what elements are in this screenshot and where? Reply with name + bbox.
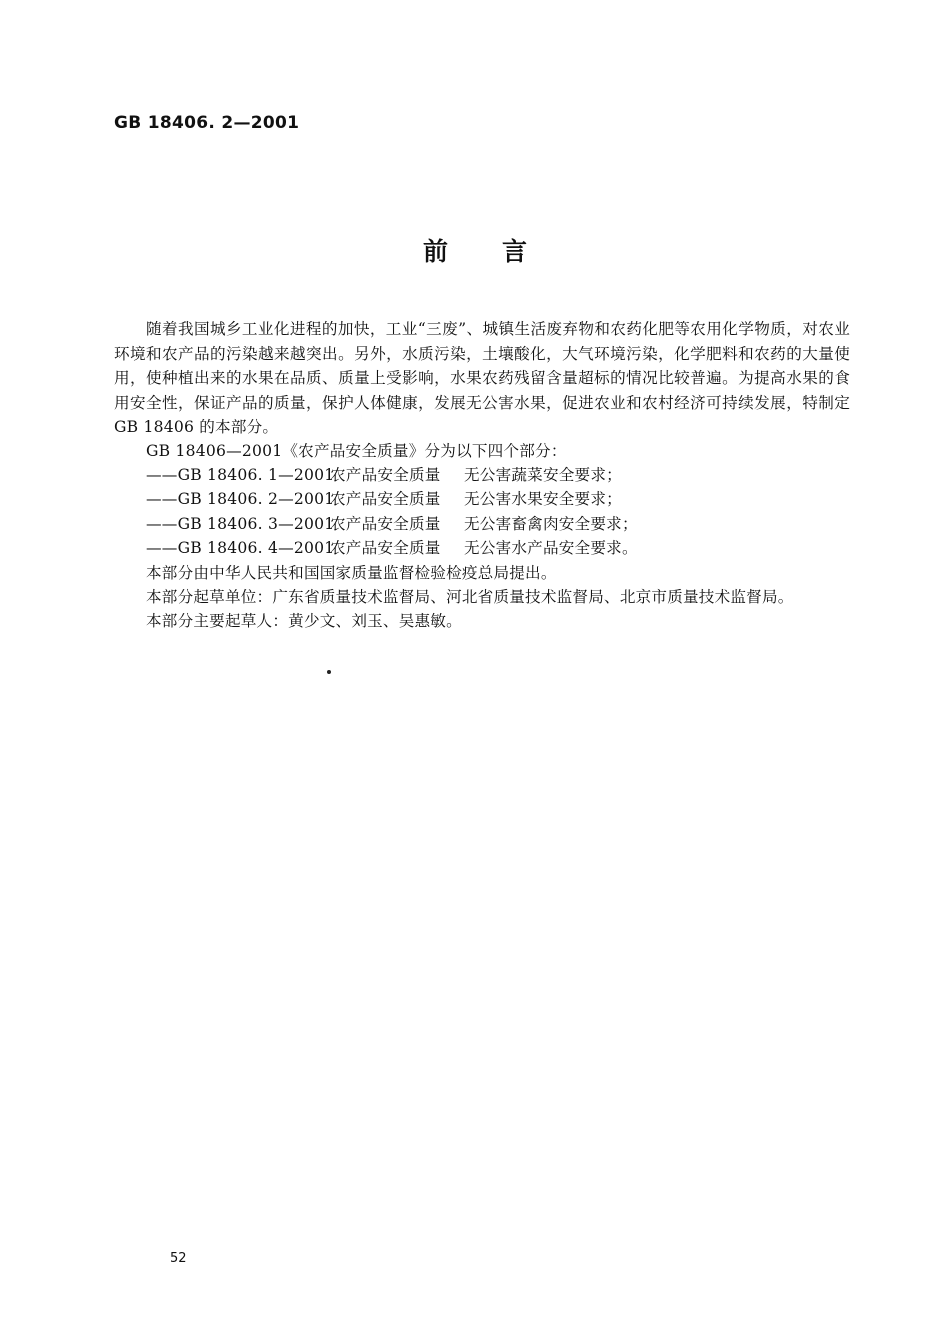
- page-title: [0, 232, 950, 268]
- drafters-line: 本部分主要起草人：黄少文、刘玉、吴惠敏。: [146, 612, 462, 630]
- part-line-4: [146, 536, 638, 558]
- parts-intro: GB 18406—2001《农产品安全质量》分为以下四个部分：: [146, 442, 567, 460]
- part-name: 农产品安全质量: [330, 490, 441, 508]
- part-code: ——GB 18406. 4—2001: [146, 539, 335, 557]
- part-subject: 无公害畜禽肉安全要求；: [464, 515, 638, 533]
- drafting-units-line: 本部分起草单位：广东省质量技术监督局、河北省质量技术监督局、北京市质量技术监督局。: [146, 588, 794, 606]
- part-line-3: [146, 512, 638, 534]
- part-name: 农产品安全质量: [330, 539, 441, 557]
- foreword-paragraph: 随着我国城乡工业化进程的加快，工业“三废”、城镇生活废弃物和农药化肥等农用化学物质，对农业环境和农产品的污染越来越突出。另外，水质污染，土壤酸化，大气环境污染，化学肥料和农药的大量使用，使种植出来的水果在品质、质量上受影响，水果农药残留含量超标的情况比较普遍。为提高水果的食用安全性，保证产品的质量，保护人体健康，发展无公害水果，促进农业和农村经济可持续发展，特制定 GB 18406 的本部分。: [114, 320, 850, 436]
- part-name: 农产品安全质量: [330, 515, 441, 533]
- page-number: 52: [170, 1251, 187, 1266]
- proposed-by-line: 本部分由中华人民共和国国家质量监督检验检疫总局提出。: [146, 564, 557, 582]
- part-code: ——GB 18406. 3—2001: [146, 515, 335, 533]
- part-subject: 无公害水果安全要求；: [464, 490, 622, 508]
- part-line-1: [146, 463, 622, 485]
- title-char-1: 前: [422, 237, 448, 266]
- part-name: 农产品安全质量: [330, 466, 441, 484]
- part-line-2: [146, 487, 622, 509]
- document-code: GB 18406. 2—2001: [114, 113, 300, 133]
- part-subject: 无公害水产品安全要求。: [464, 539, 638, 557]
- part-code: ——GB 18406. 1—2001: [146, 466, 335, 484]
- part-code: ——GB 18406. 2—2001: [146, 490, 335, 508]
- scan-speck: [327, 670, 331, 674]
- title-char-2: 言: [502, 237, 528, 266]
- part-subject: 无公害蔬菜安全要求；: [464, 466, 622, 484]
